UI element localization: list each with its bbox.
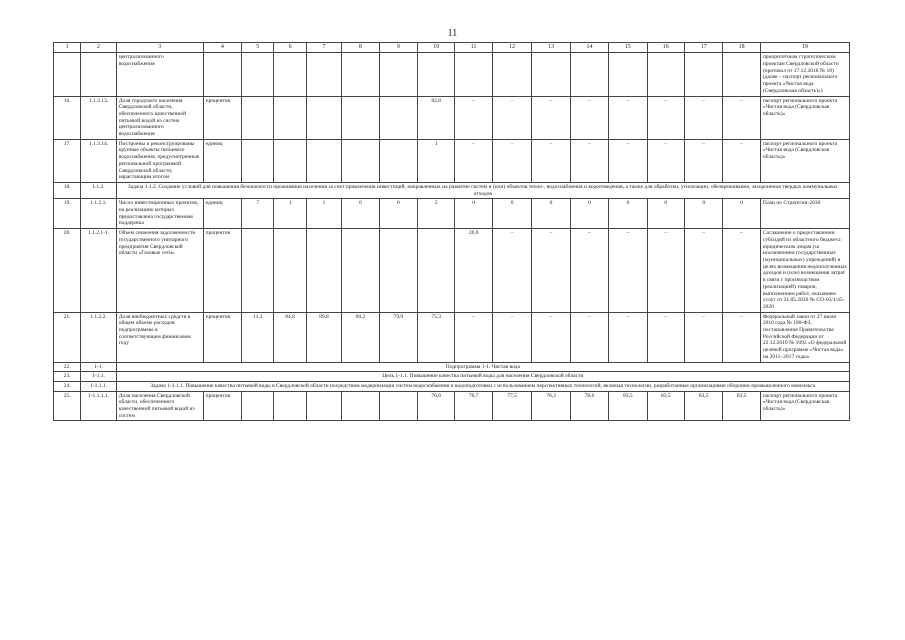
value-cell: 90,2 [342,312,379,362]
value-cell: 75,3 [418,312,455,362]
value-cell [647,53,684,96]
row-code: 1-1.1.1.1. [81,391,116,421]
column-number: 1 [54,43,81,53]
section-row [54,182,850,198]
value-cell [609,53,647,96]
column-number: 16 [647,43,684,53]
unit: процентов [203,312,241,362]
section-row [54,372,850,382]
row-number: 17. [54,139,81,182]
column-number: 2 [81,43,116,53]
section-title: Цель 1-1.1. Повышение качества питьевой воды для населения Свердловской области [116,372,849,382]
indicator-name: Доля городского населения Свердловской области, обеспеченного качественной питьевой водой из систем централизованного водоснабжения [116,96,203,139]
value-cell: 1 [306,199,341,229]
value-cell: 1 [418,139,455,182]
row-code: 1.1.2.1-1. [81,229,116,312]
value-cell: 20,0 [455,229,492,312]
value-cell [242,229,274,312]
column-number: 5 [242,43,274,53]
column-number: 17 [685,43,723,53]
unit: процентов [203,391,241,421]
value-cell: 83,5 [647,391,684,421]
indicator-name: Число инвестиционных проектов, на реализацию которых предоставлена государственная поддержка [116,199,203,229]
row-number: 25. [54,391,81,421]
table-row [54,229,850,312]
value-cell: 11,3 [242,312,274,362]
row-code: 1-1. [81,362,116,372]
value-cell [492,53,531,96]
column-number: 12 [492,43,531,53]
value-cell: – [685,312,723,362]
value-cell: 0 [685,199,723,229]
column-number: 15 [609,43,647,53]
column-number: 13 [532,43,570,53]
column-number: 8 [342,43,379,53]
value-cell: – [609,96,647,139]
value-cell: 89,8 [306,312,341,362]
row-code: 1.1.3.14. [81,139,116,182]
indicators-table [53,42,850,421]
unit: единиц [203,139,241,182]
value-cell: 83,5 [685,391,723,421]
value-cell [274,139,306,182]
value-cell: – [723,312,760,362]
row-code: 1-1.1.1. [81,381,116,391]
value-cell: 76,7 [455,391,492,421]
table-row [54,139,850,182]
value-cell [379,53,417,96]
value-cell [242,53,274,96]
unit: процентов [203,96,241,139]
value-cell: – [685,96,723,139]
value-cell [532,53,570,96]
value-cell: 0 [532,199,570,229]
column-number: 3 [116,43,203,53]
column-number: 7 [306,43,341,53]
value-cell [379,229,417,312]
value-cell: 1 [274,199,306,229]
unit: процентов [203,229,241,312]
row-code: 1.1.2. [81,182,116,198]
value-cell: 7 [242,199,274,229]
value-cell: – [723,96,760,139]
value-cell [274,229,306,312]
value-cell: – [570,312,608,362]
column-number: 18 [723,43,760,53]
source-document: паспорт регионального проекта «Чистая вода (Свердловская область)» [760,96,849,139]
value-cell: 2 [418,199,455,229]
column-number: 14 [570,43,608,53]
column-number: 11 [455,43,492,53]
value-cell: – [570,96,608,139]
value-cell: – [609,312,647,362]
value-cell: – [609,139,647,182]
row-number: 20. [54,229,81,312]
section-title: Задача 1-1.1.1. Повышение качества питьевой воды в Свердловской области посредством модернизации систем водоснабжения и водоподготовки с использованием перспективных технологий, включая технологии, разработанные организациями оборонно-промышленного комплекса [116,381,849,391]
column-number: 6 [274,43,306,53]
source-document: паспорт регионального проекта «Чистая вода (Свердловская область)» [760,391,849,421]
indicator-name: Доля населения Свердловской области, обеспеченного качественной питьевой водой из систем [116,391,203,421]
table-row [54,312,850,362]
value-cell [342,96,379,139]
value-cell [379,139,417,182]
value-cell: 0 [455,199,492,229]
section-title: Задача 1.1.2. Создание условий для повышения безопасности проживания населения за счет привлечения инвестиций, направленных на развитие систем и (или) объектов тепло-, водоснабжения и водоотведения, а также для обработки, утилизации, обезвреживания, захоронения твердых коммунальных отходов [116,182,849,198]
value-cell [306,229,341,312]
value-cell [306,391,341,421]
value-cell [306,139,341,182]
row-number: 21. [54,312,81,362]
value-cell [455,53,492,96]
value-cell: – [532,312,570,362]
row-number: 18. [54,182,81,198]
value-cell: 78,3 [532,391,570,421]
source-document: Федеральный закон от 27 июля 2010 года № 190-ФЗ, постановление Правительства Российской Федерации от 22.12.2010 № 1092 «О федеральной целевой программе «Чистая вода» на 2011–2017 годы» [760,312,849,362]
value-cell: 84,8 [274,312,306,362]
value-cell: – [570,229,608,312]
source-document: Соглашение о предоставлении субсидий из областного бюджета юридическим лицам (за исключением государственных (муниципальных) учреждений) в целях возмещения недополученных доходов и (или) возмещения затрат в связи с производством (реализацией) товаров, выполнением работ, оказанием услуг от 21.05.2020 № СО-03/1/45-2020 [760,229,849,312]
value-cell [242,391,274,421]
row-code: 1-1.1. [81,372,116,382]
indicator-name: Объем снижения задолженности государственного унитарного предприятия Свердловской области «Газовые сети» [116,229,203,312]
value-cell: 82,8 [418,96,455,139]
value-cell [418,229,455,312]
value-cell: 0 [492,199,531,229]
value-cell: 76,6 [418,391,455,421]
row-code: 1.1.2.1. [81,199,116,229]
unit [203,53,241,96]
value-cell: 79,9 [379,312,417,362]
table-row [54,391,850,421]
row-code: 1.1.2.2. [81,312,116,362]
value-cell: – [685,139,723,182]
value-cell: – [455,139,492,182]
section-row [54,362,850,372]
row-code [81,53,116,96]
row-number [54,53,81,96]
value-cell: – [492,312,531,362]
value-cell: – [532,96,570,139]
value-cell: 78,6 [570,391,608,421]
column-number: 4 [203,43,241,53]
value-cell: – [647,229,684,312]
column-number: 9 [379,43,417,53]
value-cell [685,53,723,96]
value-cell: 0 [647,199,684,229]
indicator-name: централизованного водоснабжения [116,53,203,96]
row-number: 23. [54,372,81,382]
value-cell: 0 [609,199,647,229]
value-cell [306,96,341,139]
table-row [54,199,850,229]
value-cell: – [647,139,684,182]
value-cell: – [455,312,492,362]
value-cell: 0 [379,199,417,229]
value-cell: 83,5 [723,391,760,421]
value-cell: – [723,139,760,182]
value-cell: – [685,229,723,312]
source-document: приоритетным стратегическим проектам Свердловской области (протокол от 17.12.2018 № 18) (далее – паспорт регионального проекта «Чистая вода (Свердловская область)») [760,53,849,96]
value-cell: – [492,229,531,312]
section-title: Подпрограмма 1-1. Чистая вода [116,362,849,372]
value-cell [418,53,455,96]
value-cell [379,391,417,421]
row-number: 24. [54,381,81,391]
page-number: 11 [447,28,458,39]
source-document: паспорт регионального проекта «Чистая вода (Свердловская область)» [760,139,849,182]
unit: единиц [203,199,241,229]
value-cell [306,53,341,96]
value-cell: – [455,96,492,139]
table-row [54,53,850,96]
value-cell: – [647,96,684,139]
value-cell: 77,5 [492,391,531,421]
value-cell: 0 [723,199,760,229]
value-cell [723,53,760,96]
value-cell: – [723,229,760,312]
value-cell [379,96,417,139]
row-number: 22. [54,362,81,372]
source-document: План по Стратегии-2030 [760,199,849,229]
value-cell: 0 [570,199,608,229]
value-cell [274,53,306,96]
value-cell: 83,5 [609,391,647,421]
row-code: 1.1.3.13. [81,96,116,139]
table-row [54,96,850,139]
row-number: 19. [54,199,81,229]
value-cell [342,139,379,182]
value-cell: – [532,229,570,312]
value-cell: – [647,312,684,362]
indicator-name: Доля внебюджетных средств в общем объеме расходов подпрограммы в соответствующем финансовом году [116,312,203,362]
section-row [54,381,850,391]
value-cell [342,229,379,312]
value-cell: – [532,139,570,182]
value-cell [242,96,274,139]
row-number: 16. [54,96,81,139]
value-cell: 0 [342,199,379,229]
value-cell: – [609,229,647,312]
value-cell [242,139,274,182]
value-cell [342,391,379,421]
indicator-name: Построены и реконструированы крупные объекты питьевого водоснабжения, предусмотренные региональной программой Свердловской области, нарастающим итогом [116,139,203,182]
value-cell [274,391,306,421]
value-cell [342,53,379,96]
column-number: 19 [760,43,849,53]
value-cell: – [492,139,531,182]
value-cell [570,53,608,96]
value-cell: – [492,96,531,139]
column-number-row [54,43,850,53]
value-cell [274,96,306,139]
column-number: 10 [418,43,455,53]
value-cell: – [570,139,608,182]
